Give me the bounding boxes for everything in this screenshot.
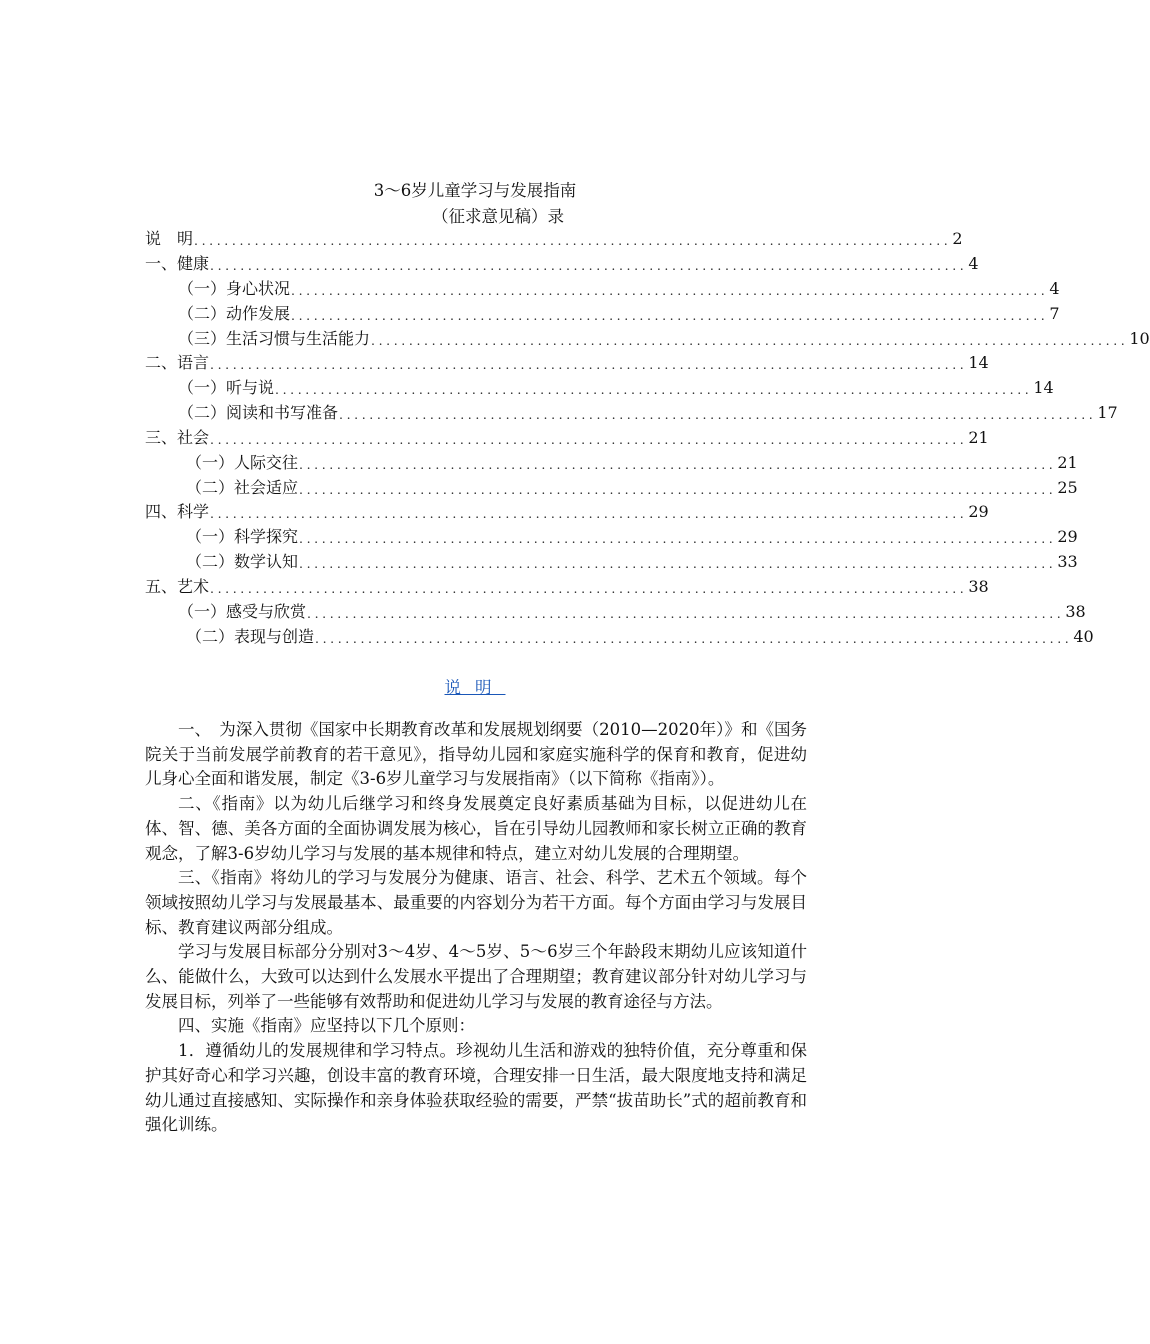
toc-entry-label: （二）社会适应: [186, 478, 299, 497]
toc-entry-page: 29: [1057, 527, 1078, 546]
document-title: 3～6岁儿童学习与发展指南: [373, 181, 577, 200]
toc-entry-page: 7: [1049, 304, 1060, 323]
toc-entry-label: （一）科学探究: [186, 527, 299, 546]
toc-entry[interactable]: [186, 525, 1078, 549]
toc-leader-dots: ....................................................................................................: [315, 631, 1073, 646]
toc-entry-page: 38: [968, 577, 989, 596]
toc-entry-page: 14: [1033, 378, 1054, 397]
toc-entry[interactable]: [145, 351, 989, 375]
toc-entry-label: （二）阅读和书写准备: [178, 403, 339, 422]
toc-leader-dots: ....................................................................................................: [371, 333, 1129, 348]
toc-entry-label: 三、社会: [145, 428, 210, 447]
toc-entry-page: 40: [1073, 627, 1094, 646]
toc-entry-page: 4: [968, 254, 979, 273]
toc-entry[interactable]: [186, 476, 1078, 500]
toc-entry[interactable]: [178, 327, 1150, 351]
toc-leader-dots: ....................................................................................................: [299, 482, 1057, 497]
toc-leader-dots: ....................................................................................................: [210, 506, 968, 521]
toc-entry-page: 21: [1057, 453, 1078, 472]
toc-entry[interactable]: [186, 451, 1078, 475]
toc-entry-page: 2: [952, 229, 963, 248]
toc-leader-dots: ....................................................................................................: [291, 308, 1049, 323]
section-heading-link[interactable]: [0, 674, 950, 698]
toc-leader-dots: ....................................................................................................: [275, 382, 1033, 397]
toc-entry-label: 二、语言: [145, 353, 210, 372]
toc-entry-label: （二）表现与创造: [186, 627, 315, 646]
toc-entry-label: 说 明: [145, 229, 194, 248]
toc-leader-dots: ....................................................................................................: [210, 581, 968, 596]
toc-entry[interactable]: [186, 625, 1094, 649]
toc-leader-dots: ....................................................................................................: [210, 258, 968, 273]
toc-entry[interactable]: [178, 277, 1060, 301]
toc-entry-label: （一）身心状况: [178, 279, 291, 298]
paragraph: 学习与发展目标部分分别对3～4岁、4～5岁、5～6岁三个年龄段末期幼儿应该知道什么、能做什么，大致可以达到什么发展水平提出了合理期望；教育建议部分针对幼儿学习与发展目标，列举了一些能够有效帮助和促进幼儿学习与发展的教育途径与方法。: [145, 942, 807, 1011]
toc-leader-dots: ....................................................................................................: [210, 432, 968, 447]
toc-entry-page: 17: [1097, 403, 1118, 422]
paragraph: 一、 为深入贯彻《国家中长期教育改革和发展规划纲要（2010—2020年）》和《国务院关于当前发展学前教育的若干意见》，指导幼儿园和家庭实施科学的保育和教育，促进幼儿身心全面和谐发展，制定《3-6岁儿童学习与发展指南》（以下简称《指南》）。: [145, 720, 807, 789]
toc-entry[interactable]: [178, 302, 1060, 326]
toc-leader-dots: ....................................................................................................: [339, 407, 1097, 422]
toc-entry[interactable]: [178, 401, 1118, 425]
toc-entry-page: 14: [968, 353, 989, 372]
toc-entry[interactable]: [145, 426, 989, 450]
toc-leader-dots: ....................................................................................................: [299, 556, 1057, 571]
toc-entry[interactable]: [145, 227, 963, 251]
toc-entry-label: 四、科学: [145, 502, 210, 521]
paragraph: 四、实施《指南》应坚持以下几个原则：: [178, 1016, 475, 1036]
toc-entry-label: 五、艺术: [145, 577, 210, 596]
section-heading-text: 说明: [444, 678, 506, 697]
toc-entry[interactable]: [145, 500, 989, 524]
toc-entry-label: （二）数学认知: [186, 552, 299, 571]
toc-entry-page: 4: [1049, 279, 1060, 298]
toc-leader-dots: ....................................................................................................: [299, 531, 1057, 546]
paragraph: 二、《指南》以为幼儿后继学习和终身发展奠定良好素质基础为目标，以促进幼儿在体、智、德、美各方面的全面协调发展为核心，旨在引导幼儿园教师和家长树立正确的教育观念，了解3-6岁幼儿学习与发展的基本规律和特点，建立对幼儿发展的合理期望。: [145, 794, 807, 863]
paragraph: 三、《指南》将幼儿的学习与发展分为健康、语言、社会、科学、艺术五个领域。每个领域按照幼儿学习与发展最基本、最重要的内容划分为若干方面。每个方面由学习与发展目标、教育建议两部分组成。: [145, 868, 807, 937]
toc-entry-label: （一）感受与欣赏: [178, 602, 307, 621]
toc-leader-dots: ....................................................................................................: [194, 233, 952, 248]
toc-entry-page: 38: [1065, 602, 1086, 621]
toc-entry-label: （一）人际交往: [186, 453, 299, 472]
toc-entry-label: （一）听与说: [178, 378, 275, 397]
document-subtitle: （征求意见稿）录: [432, 207, 564, 226]
toc-entry-page: 29: [968, 502, 989, 521]
toc-entry-label: 一、健康: [145, 254, 210, 273]
toc-entry[interactable]: [186, 550, 1078, 574]
toc-entry[interactable]: [178, 376, 1054, 400]
toc-entry-label: （三）生活习惯与生活能力: [178, 329, 371, 348]
section-body: [145, 718, 807, 1138]
toc-entry-page: 25: [1057, 478, 1078, 497]
toc-entry[interactable]: [145, 575, 989, 599]
toc-entry-page: 10: [1129, 329, 1150, 348]
toc-leader-dots: ....................................................................................................: [210, 357, 968, 372]
toc-leader-dots: ....................................................................................................: [299, 457, 1057, 472]
toc-entry-label: （二）动作发展: [178, 304, 291, 323]
toc-leader-dots: ....................................................................................................: [307, 606, 1065, 621]
paragraph: 1．遵循幼儿的发展规律和学习特点。珍视幼儿生活和游戏的独特价值，充分尊重和保护其好奇心和学习兴趣，创设丰富的教育环境，合理安排一日生活，最大限度地支持和满足幼儿通过直接感知、实际操作和亲身体验获取经验的需要，严禁“拔苗助长”式的超前教育和强化训练。: [145, 1041, 807, 1135]
toc-leader-dots: ....................................................................................................: [291, 283, 1049, 298]
toc-entry-page: 33: [1057, 552, 1078, 571]
toc-entry-page: 21: [968, 428, 989, 447]
toc-entry[interactable]: [145, 252, 979, 276]
toc-entry[interactable]: [178, 600, 1086, 624]
